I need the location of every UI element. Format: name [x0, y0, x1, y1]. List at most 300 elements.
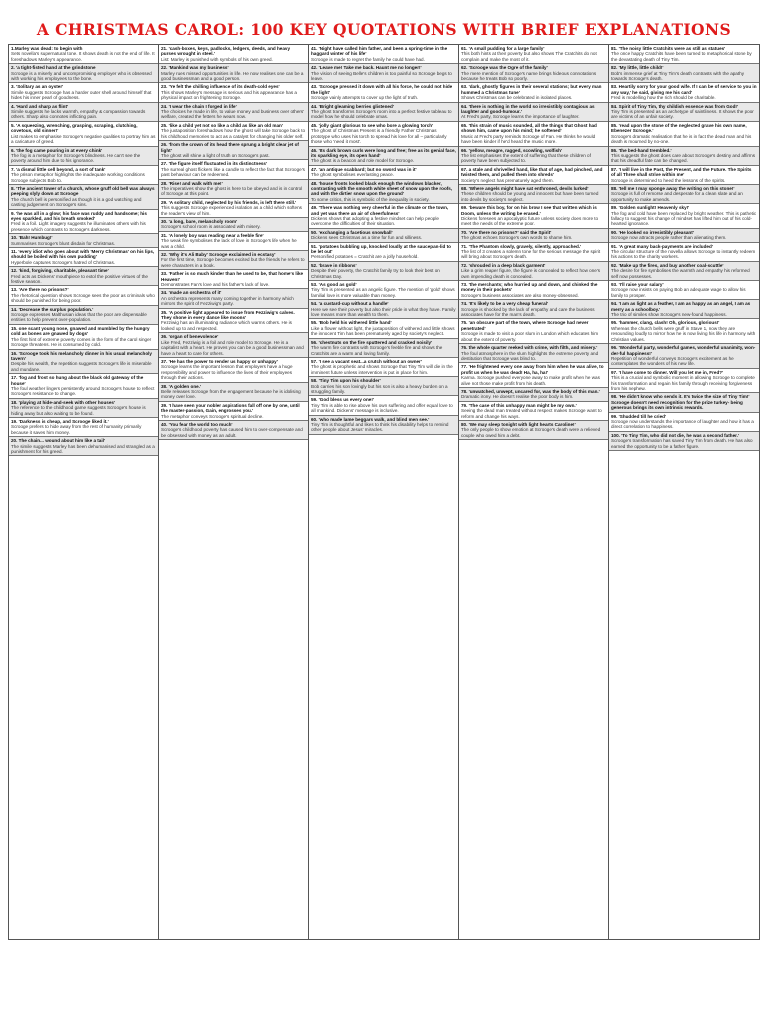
explanation-text: Like a grim reaper figure, the figure is concealed to reflect how one's own impending death is concealed. [461, 268, 601, 279]
explanation-text: Scrooge now insists on paying Bob an adequate wage to allow his family to prosper. [611, 287, 746, 298]
quotation-text: 83. Heartily sorry for your good wife. If I can be of service to you in any way,' he said, giving me his card' [611, 84, 757, 95]
quotation-text: 7. 'a dismal little cell beyond, a sort of tank' [11, 166, 106, 172]
quotation-text: 20. The chain... wound about him like a tail' [11, 438, 106, 444]
quotation-entry [9, 64, 158, 83]
quotation-text: 89. 'Golden sunlight! Heavenly sky!' [611, 205, 690, 211]
explanation-text: Hyperbole captures Scrooge's hatred of Christmas. [11, 259, 116, 265]
quotation-entry [609, 432, 759, 451]
explanation-text: The metaphor conveys Scrooge's spiritual decline. [161, 413, 264, 419]
quotation-entry [459, 319, 608, 344]
explanation-text: The ghost is a beacon and role model for Scrooge. [311, 158, 415, 164]
explanation-text: Like Fred, Fezziwig is a foil and role model to Scrooge. He is a capitalist with a heart. He proves you can be a good businessman and have a heart to care for others. [161, 339, 304, 356]
explanation-text: The foul weather lingers persistently around Scrooge's house to reflect Scrooge's resistance to change. [11, 385, 155, 397]
quotation-entry [459, 185, 608, 204]
explanation-text: Despite his wealth, the repetition suggests Scrooge's life is miserable and mundane. [11, 361, 152, 372]
explanation-text: Scrooge's transformation has saved Tiny Tim from death. He has also earned the opportunity to be a father figure. [611, 438, 753, 449]
quotation-entry [459, 83, 608, 102]
quotation-entry [159, 251, 308, 270]
quotation-entry [159, 358, 308, 383]
quotation-entry [459, 388, 608, 402]
quotation-column [309, 45, 459, 939]
explanation-text: The only people to show emotion at Scrooge's death were a relieved couple who owed him a debt. [461, 427, 601, 438]
explanation-text: Dickens shows that adopting a festive mindset can help people overcome the difficulties of their situation. [311, 215, 439, 227]
quotation-entry [9, 306, 158, 325]
quotation-text: 54. 'a custard-cup without a handle' [311, 301, 389, 307]
quotation-text: 47. 'an antique scabbard; but no sword was in it' [311, 166, 417, 172]
quotation-text: 76. the whole quarter reeked with crime, with filth, and misery.' [461, 345, 598, 351]
explanation-text: Fezziwig has an illuminating radiance which warms others. He is looked up to and respected. [161, 320, 292, 331]
explanation-text: List: Marley is punished with symbols of his own greed. [161, 56, 273, 62]
quotation-entry [9, 210, 158, 235]
explanation-text: Like a flower without light, the juxtaposition of withered and little shows the innocent Tim has been prematurely aged by society's neglect. [311, 325, 455, 337]
explanation-text: Karma. Scrooge pushed everyone away to make profit when he was alive not those make profit from his death. [461, 375, 600, 386]
explanation-text: List makes to emphasise Scrooge's negative qualities to portray him as a caricature of greed. [11, 133, 156, 145]
quotation-column [459, 45, 609, 939]
quotation-text: 17. 'fog and frost so hung about the black old gateway of the house' [11, 375, 144, 386]
quotation-entry [309, 122, 458, 147]
explanation-text: Music at Fred's party reminds Scrooge of Fan. He thinks he would have been kinder if he'd heard the music more. [461, 133, 596, 145]
quotation-text: 75. 'an obscure part of the town, where Scrooge had never penetrated' [461, 320, 589, 331]
quotation-text: 82. 'My little, little child!' [611, 65, 664, 71]
quotation-entry [309, 180, 458, 205]
explanation-text: Dickens sees Christmas as a time for fun and silliness. [311, 235, 423, 241]
quotation-text: 79. 'The case of this unhappy man might be my own.' [461, 402, 577, 408]
quotation-entry [309, 83, 458, 102]
explanation-text: Repetition of wonderful conveys Scrooge's excitement as he contemplates the wonders of his new life. [611, 355, 734, 367]
quotation-entry [9, 437, 158, 456]
quotation-entry [9, 286, 158, 305]
quotation-text: 10. 'Bah! Humbug!' [11, 235, 53, 241]
explanation-text: Scrooge is made to regret the family he could have had. [311, 56, 425, 62]
quotation-entry [9, 350, 158, 375]
explanation-text: Scrooge expresses Malthusian ideas that the poor are dispensable entities to help prevent over-population. [11, 312, 147, 323]
quotation-entry [309, 396, 458, 415]
quotation-entry [309, 339, 458, 358]
quotation-text: 64. 'there is nothing in the world so irresistibly contagious as laughter and good-humour.' [461, 103, 595, 115]
quotation-text: 32. 'Why it's Ali Baby' Scrooge exclaimed in ecstasy' [161, 252, 276, 257]
quotation-entry [609, 413, 759, 432]
explanation-text: The simile suggests Marley has been dehumanised and strangled as a punishment for his greed. [11, 443, 155, 454]
quotation-text: 25. 'like a child yet not so like a child as like an old man' [161, 122, 283, 128]
quotation-text: 24. 'I wear the chain I forged in life' [161, 103, 237, 109]
quotation-entry [309, 103, 458, 122]
explanation-text: Tiny Tim is presented as an angelic figure. The mention of 'gold' shows familial love is more valuable than money. [311, 287, 455, 298]
quotation-entry [9, 267, 158, 286]
quotation-text: 11. 'every idiot who goes about with 'Merry Christmas' on his lips, should be boiled with his own pudding' [11, 249, 155, 260]
explanation-text: Despite their poverty, the Cratchit family try to look their best on Christmas Day. [311, 268, 440, 279]
quotation-text: 9. 'he was all in a glow; his face was ruddy and handsome; his eyes sparkled, and his breath smoked' [11, 210, 147, 221]
quotation-text: 23. 'Ye felt the chilling influence of its death-cold eyes' [161, 84, 280, 90]
quotation-text: 65. 'this strain of music sounded, all the things that Ghost had shown him, came upon his mind; he softened' [461, 122, 597, 134]
quotation-entry [609, 262, 759, 281]
explanation-text: The vision of seeing Belle's children is too painful so Scrooge begs to leave. [311, 70, 452, 82]
explanation-text: Sets novella's supernatural tone. It shows death is not the end of life. It foreshadows Marley's appearance. [11, 51, 155, 62]
quotation-text: 84. Spirit of Tiny Tim, thy childish essence was from God!' [611, 103, 739, 109]
quotation-entry [609, 83, 759, 102]
quotation-entry [309, 204, 458, 229]
quotation-text: 51. 'potatoes bubbling up, knocked loudly at the saucepan-lid to be let out' [311, 243, 451, 254]
quotation-entry [609, 319, 759, 344]
explanation-text: The rhetorical question shows Scrooge sees the poor as criminals who should be punished for being poor. [11, 292, 155, 304]
quotation-entry [159, 421, 308, 440]
quotation-entry [159, 141, 308, 160]
explanation-text: An orchestra represents many coming together in harmony which mirrors the spirit of Fezziwig's party. [161, 295, 294, 307]
explanation-text: The warm fire contrasts with Scrooge's feeble fire and shows the Cratchits are a warm and loving family. [311, 345, 443, 356]
quotation-text: 88. 'tell me I may sponge away the writing on this stone!' [611, 185, 735, 191]
quotation-text: 41. 'Night have called him father, and been a spring-time in the haggard winter of his life' [311, 46, 448, 57]
explanation-text: Scrooge learns the important lesson that employers have a huge responsibility and power to influence the lives of their employees through their actions. [161, 364, 293, 381]
explanation-text: Belle releases Scrooge from the engagement because he is idolising money over love. [161, 388, 301, 400]
quotation-entry [459, 45, 608, 64]
explanation-text: The desire for fire symbolises the warmth and empathy his reformed self now possesses. [611, 268, 750, 279]
explanation-text: Tiny Tim is able to rise above his own suffering and offer equal love to all mankind. Dickens' message is inclusive. [311, 402, 453, 414]
quotation-entry [459, 103, 608, 122]
quotation-text: 13. 'Are there no prisons?' [11, 287, 69, 293]
quotation-entry [159, 103, 308, 122]
explanation-text: The ghost will shine a light of truth on Scrooge's past. [161, 152, 270, 158]
explanation-text: For the first time, Scrooge becomes excited but the friends he refers to were characters in a book. [161, 257, 305, 268]
quotation-text: 46. 'Its dark brown curls were long and free; free as its genial face, its sparkling eye, its open hand' [311, 147, 456, 158]
explanation-text: The list emphasises the extent of suffering that these children of poverty have been subjected to. [461, 152, 591, 164]
quotation-text: 99. 'Shudded till he cried' [611, 413, 667, 419]
quotation-entry [459, 64, 608, 83]
explanation-text: The fog is a metaphor for Scrooge's blindness. He can't see the poverty around him due to his ignorance. [11, 152, 141, 164]
quotation-entry [609, 229, 759, 243]
quotation-entry [9, 248, 158, 267]
explanation-text: Tiny Tim is thoughtful and likes to think his disability helps to remind other people about Jesus' miracles. [311, 421, 449, 433]
quotation-entry [9, 234, 158, 248]
explanation-text: The weak fire symbolises the lack of love in Scrooge's life when he was a child. [161, 238, 297, 249]
quotation-entry [159, 402, 308, 421]
quotation-text: 87. 'I will live in the Past, the Present, and the Future. The Spirits of all Three shall strive within me' [611, 166, 752, 178]
quotation-text: 12. 'kind, forgiving, charitable, pleasant time' [11, 268, 109, 274]
quotation-text: 96. 'Wonderful party, wonderful games, wonderful unanimity, won-der-ful happiness!' [611, 345, 756, 356]
quotation-text: 45. 'jolly giant glorious to see who bore a glowing torch' [311, 122, 434, 128]
quotation-entry [459, 402, 608, 421]
quotation-entry [609, 243, 759, 262]
quotation-entry [309, 229, 458, 243]
quotation-text: 37. 'He has the power to render us happy or unhappy' [161, 358, 278, 364]
quotation-grid [8, 44, 760, 940]
quotation-entry [159, 270, 308, 289]
explanation-text: Scrooge is determined to heed the lessons of the spirits. [611, 177, 726, 183]
quotation-entry [9, 325, 158, 350]
explanation-text: The mere mention of Scrooge's name brings hideous connotations because he treats Bob so poorly. [461, 70, 597, 82]
quotation-entry [459, 262, 608, 281]
quotation-text: 60. 'who made lame beggars walk, and blind men see.' [311, 416, 430, 422]
quotation-text: 31. 'A lonely boy was reading near a feeble fire' [161, 232, 264, 238]
quotation-text: 61. 'A small pudding for a large family' [461, 46, 545, 51]
quotation-text: 92. 'Make up the fires, and buy another coal-scuttle' [611, 262, 724, 268]
quotation-entry [459, 344, 608, 363]
explanation-text: Here we see their poverty but also their pride in what they have. Family love means more than wealth to them. [311, 306, 456, 318]
quotation-text: 33. 'Father is so much kinder than he used to be, that home's like Heaven!' [161, 271, 304, 282]
quotation-entry [309, 243, 458, 262]
quotation-text: 3. 'Solitary as an oyster' [11, 84, 64, 90]
quotation-text: 42. 'Leave me! Take me back. Haunt me no longer!' [311, 65, 422, 71]
quotation-entry [309, 64, 458, 83]
explanation-text: Dickens foresees an apocalyptic future unless society does more to meet the needs of the extreme poor. [461, 215, 599, 227]
quotation-entry [309, 416, 458, 435]
quotation-entry [609, 204, 759, 229]
explanation-text: Summarises Scrooge's blunt disdain for Christmas. [11, 240, 116, 246]
quotation-entry [309, 319, 458, 338]
quotation-text: 16. 'Scrooge took his melancholy dinner in his usual melancholy tavern' [11, 350, 152, 361]
quotation-text: 22. 'Mankind was my business' [161, 65, 229, 71]
quotation-column [159, 45, 309, 939]
quotation-text: 28. 'Rise! and walk with me!' [161, 180, 223, 186]
explanation-text: Scrooge's childhood poverty has caused him to over-compensate and be obsessed with money as an adult. [161, 427, 303, 438]
explanation-text: The ghost of Christmas Present is a friendly Father Christmas prototype who uses his torch to spread his love for all – particularly those who 'need it most'. [311, 128, 447, 145]
quotation-text: 14. 'Decrease the surplus population.' [11, 306, 94, 312]
explanation-text: Seeing the dead man treated without respect makes Scrooge want to reform and change his ways. [461, 408, 602, 419]
quotation-text: 43. 'Scrooge pressed it down with all his force, he could not hide the light' [311, 84, 453, 95]
quotation-entry [459, 147, 608, 166]
quotation-text: 6. 'the fog came pouring in at every chink' [11, 147, 103, 153]
quotation-text: 18. 'playing at hide-and-seek with other houses' [11, 399, 116, 405]
explanation-text: The ghost is prophetic and shows Scrooge that Tiny Tim will die in the imminent future unless intervention is put in place for him. [311, 364, 453, 375]
quotation-text: 53. 'As good as gold' [311, 282, 357, 288]
quotation-text: 71. 'The Phantom slowly, gravely, silently, approached.' [461, 243, 582, 249]
quotation-text: 66. 'yellow, meagre, ragged, scowling, wolfish' [461, 147, 563, 153]
quotation-entry [159, 333, 308, 358]
quotation-text: 29. 'A solitary child, neglected by his friends, is left there still.' [161, 199, 297, 205]
quotation-entry [159, 289, 308, 308]
quotation-text: 30. 'a long, bare, melancholy room' [161, 218, 238, 224]
quotation-column [609, 45, 759, 939]
explanation-text: Scrooge is full of remorse and desperate for a clean slate and an opportunity to make amends. [611, 191, 743, 202]
quotation-text: 19. 'Darkness is cheap, and Scrooge liked it.' [11, 418, 109, 424]
quotation-text: 5. 'A squeezing, wrenching, grasping, scraping, clutching, covetous, old sinner!' [11, 122, 138, 134]
explanation-text: This both hints at their poverty but also shows The Cratchits do not complain and make the most of it. [461, 51, 597, 62]
quotation-text: 81. 'The noisy little Cratchits were as still as statues' [611, 46, 726, 51]
quotation-text: 38. 'A golden one.' [161, 383, 202, 389]
explanation-text: Scrooge now understands the importance of laughter and how it has a direct correlation to happiness. [611, 418, 754, 430]
explanation-text: The circular structure of the novella allows Scrooge to instantly redeem his actions to the charity workers. [611, 249, 756, 260]
quotation-entry [309, 377, 458, 396]
quotation-text: 68. 'Where angels might have sat enthroned, devils lurked' [461, 185, 589, 191]
quotation-text: 74. 'It's likely to be a very cheap funeral' [461, 301, 549, 307]
explanation-text: This suggests Scrooge experienced isolation as a child which softens the reader's view of him. [161, 205, 302, 216]
quotation-entry [309, 45, 458, 64]
explanation-text: The church bell is personified as though it is a god watching and casting judgement on Scrooge's sins. [11, 196, 142, 208]
quotation-entry [459, 166, 608, 185]
quotation-entry [9, 45, 158, 64]
explanation-text: The first hint of extreme poverty comes in the form of the carol singer Scrooge threatens. He is consumed by cold. [11, 336, 152, 348]
quotation-entry [459, 243, 608, 262]
quotation-entry [9, 418, 158, 437]
quotation-entry [609, 369, 759, 394]
quotation-entry [9, 83, 158, 102]
quotation-entry [159, 45, 308, 64]
quotation-text: 26. 'from the crown of its head there sprung a bright clear jet of light' [161, 142, 299, 153]
quotation-entry [9, 185, 158, 210]
quotation-entry [459, 300, 608, 319]
quotation-entry [9, 374, 158, 399]
explanation-text: Dramatic irony. He doesn't realise the poor body is him. [461, 394, 574, 400]
quotation-text: 52. 'brave in ribbons' [311, 262, 357, 268]
quotation-text: 72. 'shrouded in a deep black garment' [461, 262, 546, 268]
quotation-entry [609, 64, 759, 83]
quotation-entry [609, 166, 759, 185]
explanation-text: Fred acts as Dickens' mouthpiece to extol the positive virtues of the festive season. [11, 273, 148, 285]
quotation-text: 70. 'Are there no prisons?' said the Spirit' [461, 229, 552, 235]
explanation-text: Demonstrates Fan's love and his father's lack of love. [161, 282, 270, 288]
quotation-text: 86. 'the bed-hand trembled.' [611, 147, 672, 153]
explanation-text: Scrooge vainly attempts to cover up the light of truth. [311, 95, 419, 101]
quotation-text: 21. 'cash-boxes, keys, padlocks, ledgers, deeds, and heavy purses wrought in steel.' [161, 46, 291, 57]
explanation-text: Simile suggests Scrooge has a harder outer shell around himself that hides his inner pearl of goodness. [11, 89, 152, 101]
quotation-text: 97. 'I have come to dinner. Will you let me in, Fred?' [611, 369, 724, 375]
quotation-text: 59. 'God bless us every one!' [311, 397, 374, 403]
quotation-entry [159, 122, 308, 141]
quotation-entry [309, 300, 458, 319]
explanation-text: Scrooge prefers to hide away from the rest of humanity primarily because it saves him money. [11, 424, 142, 435]
quotation-text: 15. one scant young nose, gnawed and mumbled by the hungry cold as bones are gnawed by dogs' [11, 325, 150, 337]
quotation-entry [459, 363, 608, 388]
quotation-entry [609, 344, 759, 369]
quotation-entry [609, 103, 759, 122]
explanation-text: Fred is a foil. Light imagery suggests he illuminates others with his presence which contrasts to Scrooge's darkness. [11, 221, 146, 232]
quotation-entry [459, 122, 608, 147]
explanation-text: The trio of similes show Scrooge's new-found happiness. [611, 312, 727, 318]
quotation-text: 100. 'To Tiny Tim, who did not die, he was a second father.' [611, 432, 740, 438]
explanation-text: Scrooge's business associates are also money-obsessed. [461, 292, 579, 298]
quotation-entry [309, 281, 458, 300]
quotation-text: 8. 'The ancient tower of a church, whose gruff old bell was always peeping slyly down at Scrooge [11, 185, 155, 197]
quotation-entry [9, 166, 158, 185]
quotation-entry [159, 199, 308, 218]
quotation-entry [609, 147, 759, 166]
quotation-text: 35. 'A positive light appeared to issue from Fezziwig's calves. They shone in every dance like moons' [161, 309, 295, 321]
quotation-entry [609, 393, 759, 412]
explanation-text: Scrooge's school room is associated with misery. [161, 224, 261, 230]
quotation-entry [309, 166, 458, 180]
quotation-entry [609, 185, 759, 204]
explanation-text: This is a crucial and symbolic moment in allowing Scrooge to complete his transformation and regain his family through receiving forgiveness from his nephew. [611, 375, 755, 391]
quotation-entry [159, 180, 308, 199]
quotation-text: 91. 'A great many back-payments are included' [611, 243, 713, 249]
quotation-text: 90. 'He looked so irresistibly pleasant' [611, 229, 694, 235]
quotation-entry [9, 103, 158, 122]
explanation-text: To some critics, this is symbolic of the inequality in society. [311, 196, 430, 202]
quotation-text: 67. a stale and shrivelled hand, like that of age, had pinched, and twisted them, and pulled them into shreds' [461, 166, 603, 178]
quotation-text: 58. 'Tiny Tim upon his shoulder' [311, 378, 381, 384]
explanation-text: The fog and cold have been replaced by bright weather. This is pathetic fallacy to suggest his change of mindset has lifted him out of his cold-hearted ignorance. [611, 210, 757, 227]
quotation-entry [159, 232, 308, 251]
quotation-entry [9, 147, 158, 166]
quotation-text: 93. 'I'll raise your salary' [611, 282, 664, 288]
explanation-text: The prison metaphor highlights the inadequate working conditions Scrooge subjects Bob to. [11, 172, 145, 183]
quotation-text: 49. 'There was nothing very cheerful in the climate or the town, and yet was there an air of cheerfulness' [311, 205, 449, 216]
explanation-text: The imperatives show the ghost is here to be obeyed and is in control of Scrooge at this point. [161, 185, 303, 197]
quotation-entry [609, 122, 759, 147]
quotation-text: 39. 'I have seen your nobler aspirations fall off one by one, until the master-passion, Gain, engrosses you.' [161, 402, 300, 414]
explanation-text: Marley rues missed opportunities in life. He now realises one can be a good businessman and a good person. [161, 70, 304, 82]
explanation-text: Scrooge now attracts people rather than alienating them. [611, 235, 727, 241]
quotation-entry [9, 399, 158, 418]
quotation-text: 48. 'house fronts looked black enough the windows blacker, contrasting with the smooth white sheet of snow upon the roofs, and with the dirtier snow upon the ground' [311, 180, 453, 197]
quotation-entry [459, 281, 608, 300]
explanation-text: The ghost symbolises everlasting peace. [311, 172, 394, 178]
quotation-text: 77. 'He frightened every one away from him when he was alive, to profit us when he was dead! Ha, ha, ha!' [461, 364, 604, 375]
quotation-text: 36. 'organ of benevolence' [161, 334, 219, 340]
explanation-text: Fred is modelling how the rich should be charitable. [611, 95, 716, 101]
explanation-text: At Fred's party, Scrooge learns the importance of laughter. [461, 114, 580, 120]
explanation-text: Scrooge's dramatic realisation that he is in fact the dead man and his death is mourned by no-one. [611, 133, 752, 145]
quotation-entry [609, 281, 759, 300]
explanation-text: The reference to the childhood game suggests Scrooge's house is hiding away but also waiting to be found. [11, 405, 146, 416]
quotation-text: 2. 'a tight-fisted hand at the grindstone [11, 65, 96, 71]
explanation-text: Personified potatoes = Cratchit are a jolly household. [311, 254, 419, 260]
explanation-text: Bob carries his son lovingly but his son is also a heavy burden on a struggling family. [311, 383, 448, 394]
quotation-entry [309, 358, 458, 377]
quotation-text: 40. 'You fear the world too much' [161, 421, 233, 427]
quotation-text: 98. 'He didn't know who sends it. It's twice the size of Tiny Tim!' Scrooge doesn't need recognition for the prize turkey- being generous brings its own intrinsic rewards. [611, 394, 750, 411]
explanation-text: The ghost transforms Scrooge's room into a perfect festive tableau to model how he should celebrate xmas. [311, 109, 452, 120]
quotation-entry [9, 122, 158, 147]
quotation-entry [159, 64, 308, 83]
quotation-entry [459, 204, 608, 229]
quotation-column [9, 45, 159, 939]
explanation-text: Shows Christmas can be celebrated in isolated places. [461, 95, 573, 101]
quotation-entry [459, 229, 608, 243]
quotation-entry [159, 383, 308, 402]
quotation-text: 44. 'Bright gleaming berries glistened' [311, 103, 394, 109]
quotation-text: 78. 'unwatched, unwept, uncared for, was the body of this man.' [461, 388, 600, 394]
quotation-text: 50. 'exchanging a facetious snowball' [311, 229, 393, 235]
quotation-text: 4. 'Hard and sharp as flint' [11, 103, 69, 109]
quotation-text: 57. 'I see a vacant seat...a crutch without an owner' [311, 358, 422, 364]
quotation-text: 27. 'the figure itself fluctuated in its distinctness' [161, 161, 268, 167]
quotation-entry [309, 147, 458, 166]
explanation-text: These children should be young and innocent but have been turned into devils by society's neglect. [461, 191, 599, 202]
explanation-text: Scrooge is a miserly and uncompromising employer who is obsessed with working his employees to the bone. [11, 70, 152, 82]
quotation-text: 85. 'read upon the stone of the neglected grave his own name, Ebenezer Scrooge.' [611, 122, 747, 134]
quotation-text: 62. 'Scrooge was the Ogre of the family' [461, 65, 548, 71]
explanation-text: Bob's immense grief at Tiny Tim's death contrasts with the apathy towards Scrooge's death. [611, 70, 744, 82]
quotation-text: 1.Marley was dead: to begin with [11, 46, 83, 51]
quotation-text: 94. 'I am as light as a feather, I am as happy as an angel, I am as merry as a schoolboy.' [611, 301, 751, 312]
explanation-text: The surreal ghost flickers like a candle to reflect the fact that Scrooge's past behaviour can be redeemed. [161, 166, 305, 178]
quotation-entry [609, 300, 759, 319]
quotation-text: 63. 'dark, ghostly figures in their several stations; but every man hummed a Christmas tune' [461, 84, 602, 95]
quotation-text: 80. 'We may sleep tonight with light hearts Caroline!' [461, 421, 576, 427]
quotation-entry [159, 309, 308, 334]
explanation-text: The juxtaposition foreshadows how the ghost will take Scrooge back to his childhood memories to act as a catalyst for changing his older self. [161, 128, 306, 139]
explanation-text: Whereas the church bells were gruff in Stave 1, now they are resounding loudly to mirror how he is now living his life in harmony with Christian values. [611, 325, 756, 342]
explanation-text: Society's neglect has prematurely aged them. [461, 177, 554, 183]
quotation-text: 56. 'chestnuts on the fire sputtered and cracked noisily' [311, 339, 433, 345]
explanation-text: The ghost echoes Scrooge's own words to shame him. [461, 235, 573, 241]
quotation-text: 73. 'the merchants; who hurried up and down, and chinked the money in their pockets' [461, 282, 598, 293]
quotation-entry [309, 262, 458, 281]
page-title: A CHRISTMAS CAROL: 100 KEY QUOTATIONS WITH BRIEF EXPLANATIONS [36, 20, 732, 39]
quotation-text: 55. 'Bob held his withered little hand' [311, 320, 392, 326]
quotation-entry [159, 83, 308, 102]
explanation-text: The choices he made in life, to value money and business over others' welfare, created the fetters he wears now. [161, 109, 305, 120]
quotation-text: 69. 'beware this boy, for on his brow I see that written which is Doom, unless the writing be erased.' [461, 205, 597, 216]
quotation-entry [459, 421, 608, 440]
explanation-text: The list of 3 creates a solemn tone for the serious message the spirit will bring about Scrooge's death. [461, 249, 601, 260]
explanation-text: This suggests the ghost does care about Scrooge's destiny and affirms that his dreadful fate can be changed. [611, 152, 756, 164]
quotation-entry [159, 218, 308, 232]
quotation-entry [159, 160, 308, 179]
explanation-text: The once happy Cratchits have been turned to metaphorical stone by the devastating death of Tiny Tim. [611, 51, 752, 62]
explanation-text: Simile suggests he lacks warmth, empathy & compassion towards others. Sharp also connotes inflicting pain. [11, 109, 146, 120]
explanation-text: This shows Marley's message is serious and his appearance has a physical impact on frightening Scrooge. [161, 89, 297, 101]
explanation-text: Tiny Tim is presented as an archetype of saintliness. It shows the poor are victims of an unfair society. [611, 109, 754, 120]
